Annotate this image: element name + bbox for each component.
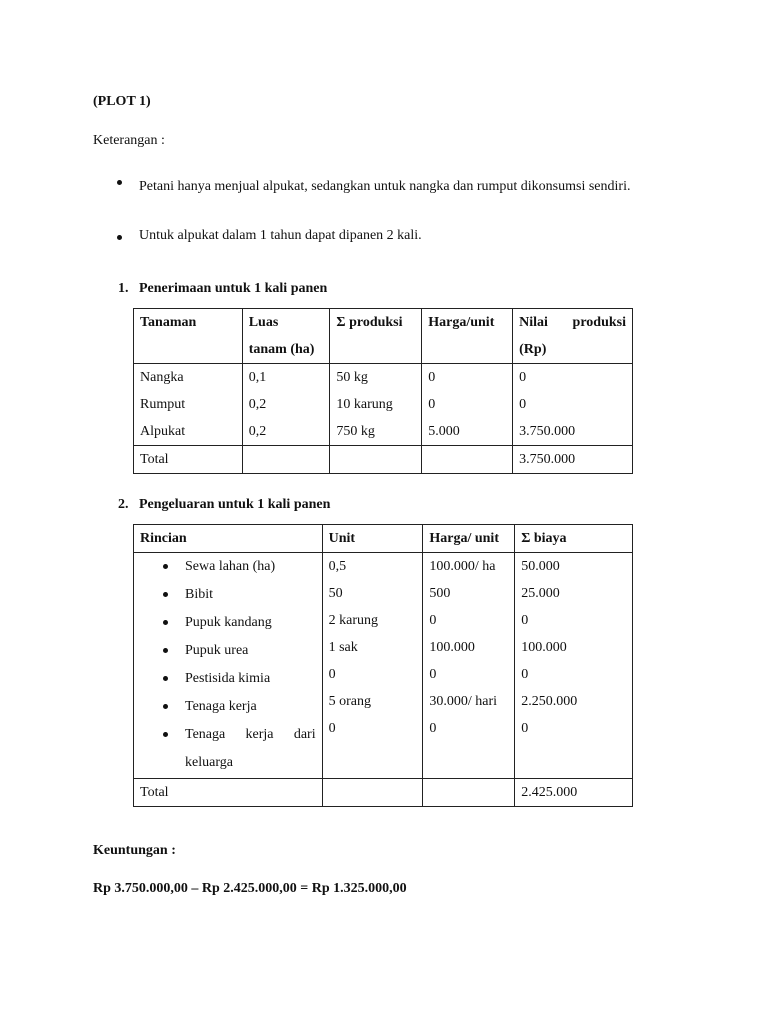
section2-number: 2. bbox=[118, 497, 129, 512]
header-luas-line2: tanam (ha) bbox=[248, 342, 315, 357]
section1-heading-text: Penerimaan untuk 1 kali panen bbox=[139, 281, 328, 296]
list-item: Pupuk kandang bbox=[140, 609, 316, 637]
luas-rumput: 0,2 bbox=[248, 397, 267, 412]
tanaman-rumput: Rumput bbox=[140, 397, 186, 412]
biaya-value: 2.250.000 bbox=[521, 694, 578, 709]
unit-value: 0 bbox=[328, 721, 336, 736]
table-total-row bbox=[134, 779, 633, 807]
bullet-icon bbox=[117, 235, 122, 240]
bullet-item: Petani hanya menjual alpukat, sedangkan untuk nangka dan rumput dikonsumsi sendiri. bbox=[139, 179, 631, 194]
harga-value: 0 bbox=[429, 721, 437, 736]
total-empty-cell bbox=[330, 446, 422, 474]
rincian-list bbox=[140, 553, 316, 777]
bullet-item: Untuk alpukat dalam 1 tahun dapat dipanen 2 kali. bbox=[139, 228, 422, 243]
nilai-alpukat: 3.750.000 bbox=[519, 424, 576, 439]
total-label: Total bbox=[134, 779, 323, 807]
unit-value: 2 karung bbox=[328, 613, 378, 628]
harga-value: 100.000 bbox=[429, 640, 475, 655]
list-item: Pupuk urea bbox=[140, 637, 316, 665]
table-header-row bbox=[134, 309, 633, 364]
list-item: Bibit bbox=[140, 581, 316, 609]
table-body-row bbox=[134, 553, 633, 779]
unit-value: 5 orang bbox=[328, 694, 371, 709]
total-label: Total bbox=[134, 446, 243, 474]
luas-alpukat: 0,2 bbox=[248, 424, 267, 439]
header-unit: Unit bbox=[322, 525, 423, 553]
biaya-value: 0 bbox=[521, 667, 529, 682]
header-harga: Harga/unit bbox=[422, 309, 513, 364]
produksi-alpukat: 750 kg bbox=[336, 424, 375, 439]
produksi-nangka: 50 kg bbox=[336, 370, 368, 385]
total-empty-cell bbox=[422, 446, 513, 474]
total-empty-cell bbox=[423, 779, 515, 807]
harga-value: 0 bbox=[429, 667, 437, 682]
harga-alpukat: 5.000 bbox=[428, 424, 460, 439]
biaya-value: 25.000 bbox=[521, 586, 560, 601]
total-value: 3.750.000 bbox=[513, 446, 633, 474]
harga-rumput: 0 bbox=[428, 397, 436, 412]
harga-nangka: 0 bbox=[428, 370, 436, 385]
cell-luas bbox=[242, 364, 330, 446]
header-rincian: Rincian bbox=[134, 525, 323, 553]
keuntungan-calculation: Rp 3.750.000,00 – Rp 2.425.000,00 = Rp 1.325.000,00 bbox=[93, 881, 407, 896]
page-title: (PLOT 1) bbox=[93, 94, 151, 109]
cell-unit bbox=[322, 553, 423, 779]
keuntungan-label: Keuntungan : bbox=[93, 843, 176, 858]
header-luas-line1: Luas bbox=[248, 315, 279, 330]
list-item: Tenaga kerja bbox=[140, 693, 316, 721]
section2-heading-text: Pengeluaran untuk 1 kali panen bbox=[139, 497, 331, 512]
header-tanaman: Tanaman bbox=[134, 309, 243, 364]
luas-nangka: 0,1 bbox=[248, 370, 267, 385]
cell-harga bbox=[422, 364, 513, 446]
harga-value: 30.000/ hari bbox=[429, 694, 498, 709]
biaya-value: 50.000 bbox=[521, 559, 560, 574]
harga-value: 100.000/ ha bbox=[429, 559, 496, 574]
header-nilai bbox=[513, 309, 633, 364]
header-nilai-word2: produksi bbox=[572, 315, 626, 330]
unit-value: 0,5 bbox=[328, 559, 347, 574]
cell-produksi bbox=[330, 364, 422, 446]
biaya-value: 0 bbox=[521, 613, 529, 628]
section2-heading bbox=[118, 497, 330, 513]
header-nilai-line1 bbox=[519, 309, 626, 336]
cell-harga-unit bbox=[423, 553, 515, 779]
list-item: Sewa lahan (ha) bbox=[140, 553, 316, 581]
header-harga-unit: Harga/ unit bbox=[423, 525, 515, 553]
header-produksi: Σ produksi bbox=[330, 309, 422, 364]
unit-value: 50 bbox=[328, 586, 343, 601]
section1-heading bbox=[118, 281, 327, 297]
harga-value: 0 bbox=[429, 613, 437, 628]
header-nilai-word1: Nilai bbox=[519, 315, 548, 330]
biaya-value: 100.000 bbox=[521, 640, 567, 655]
list-item: Tenaga kerja dari keluarga bbox=[140, 721, 316, 777]
tanaman-nangka: Nangka bbox=[140, 370, 184, 385]
unit-value: 1 sak bbox=[328, 640, 358, 655]
cell-nilai bbox=[513, 364, 633, 446]
harga-value: 500 bbox=[429, 586, 451, 601]
tanaman-alpukat: Alpukat bbox=[140, 424, 186, 439]
section1-number: 1. bbox=[118, 281, 129, 296]
table-total-row bbox=[134, 446, 633, 474]
keterangan-label: Keterangan : bbox=[93, 133, 165, 148]
bullet-icon bbox=[117, 180, 122, 185]
table-body-row bbox=[134, 364, 633, 446]
total-value: 2.425.000 bbox=[515, 779, 633, 807]
table-header-row bbox=[134, 525, 633, 553]
header-luas bbox=[242, 309, 330, 364]
nilai-rumput: 0 bbox=[519, 397, 527, 412]
header-biaya: Σ biaya bbox=[515, 525, 633, 553]
header-nilai-line2: (Rp) bbox=[519, 342, 547, 357]
cell-biaya bbox=[515, 553, 633, 779]
unit-value: 0 bbox=[328, 667, 336, 682]
penerimaan-table bbox=[133, 308, 633, 474]
cell-tanaman bbox=[134, 364, 243, 446]
biaya-value: 0 bbox=[521, 721, 529, 736]
list-item: Pestisida kimia bbox=[140, 665, 316, 693]
total-empty-cell bbox=[242, 446, 330, 474]
produksi-rumput: 10 karung bbox=[336, 397, 393, 412]
cell-rincian bbox=[134, 553, 323, 779]
pengeluaran-table bbox=[133, 524, 633, 807]
total-empty-cell bbox=[322, 779, 423, 807]
nilai-nangka: 0 bbox=[519, 370, 527, 385]
